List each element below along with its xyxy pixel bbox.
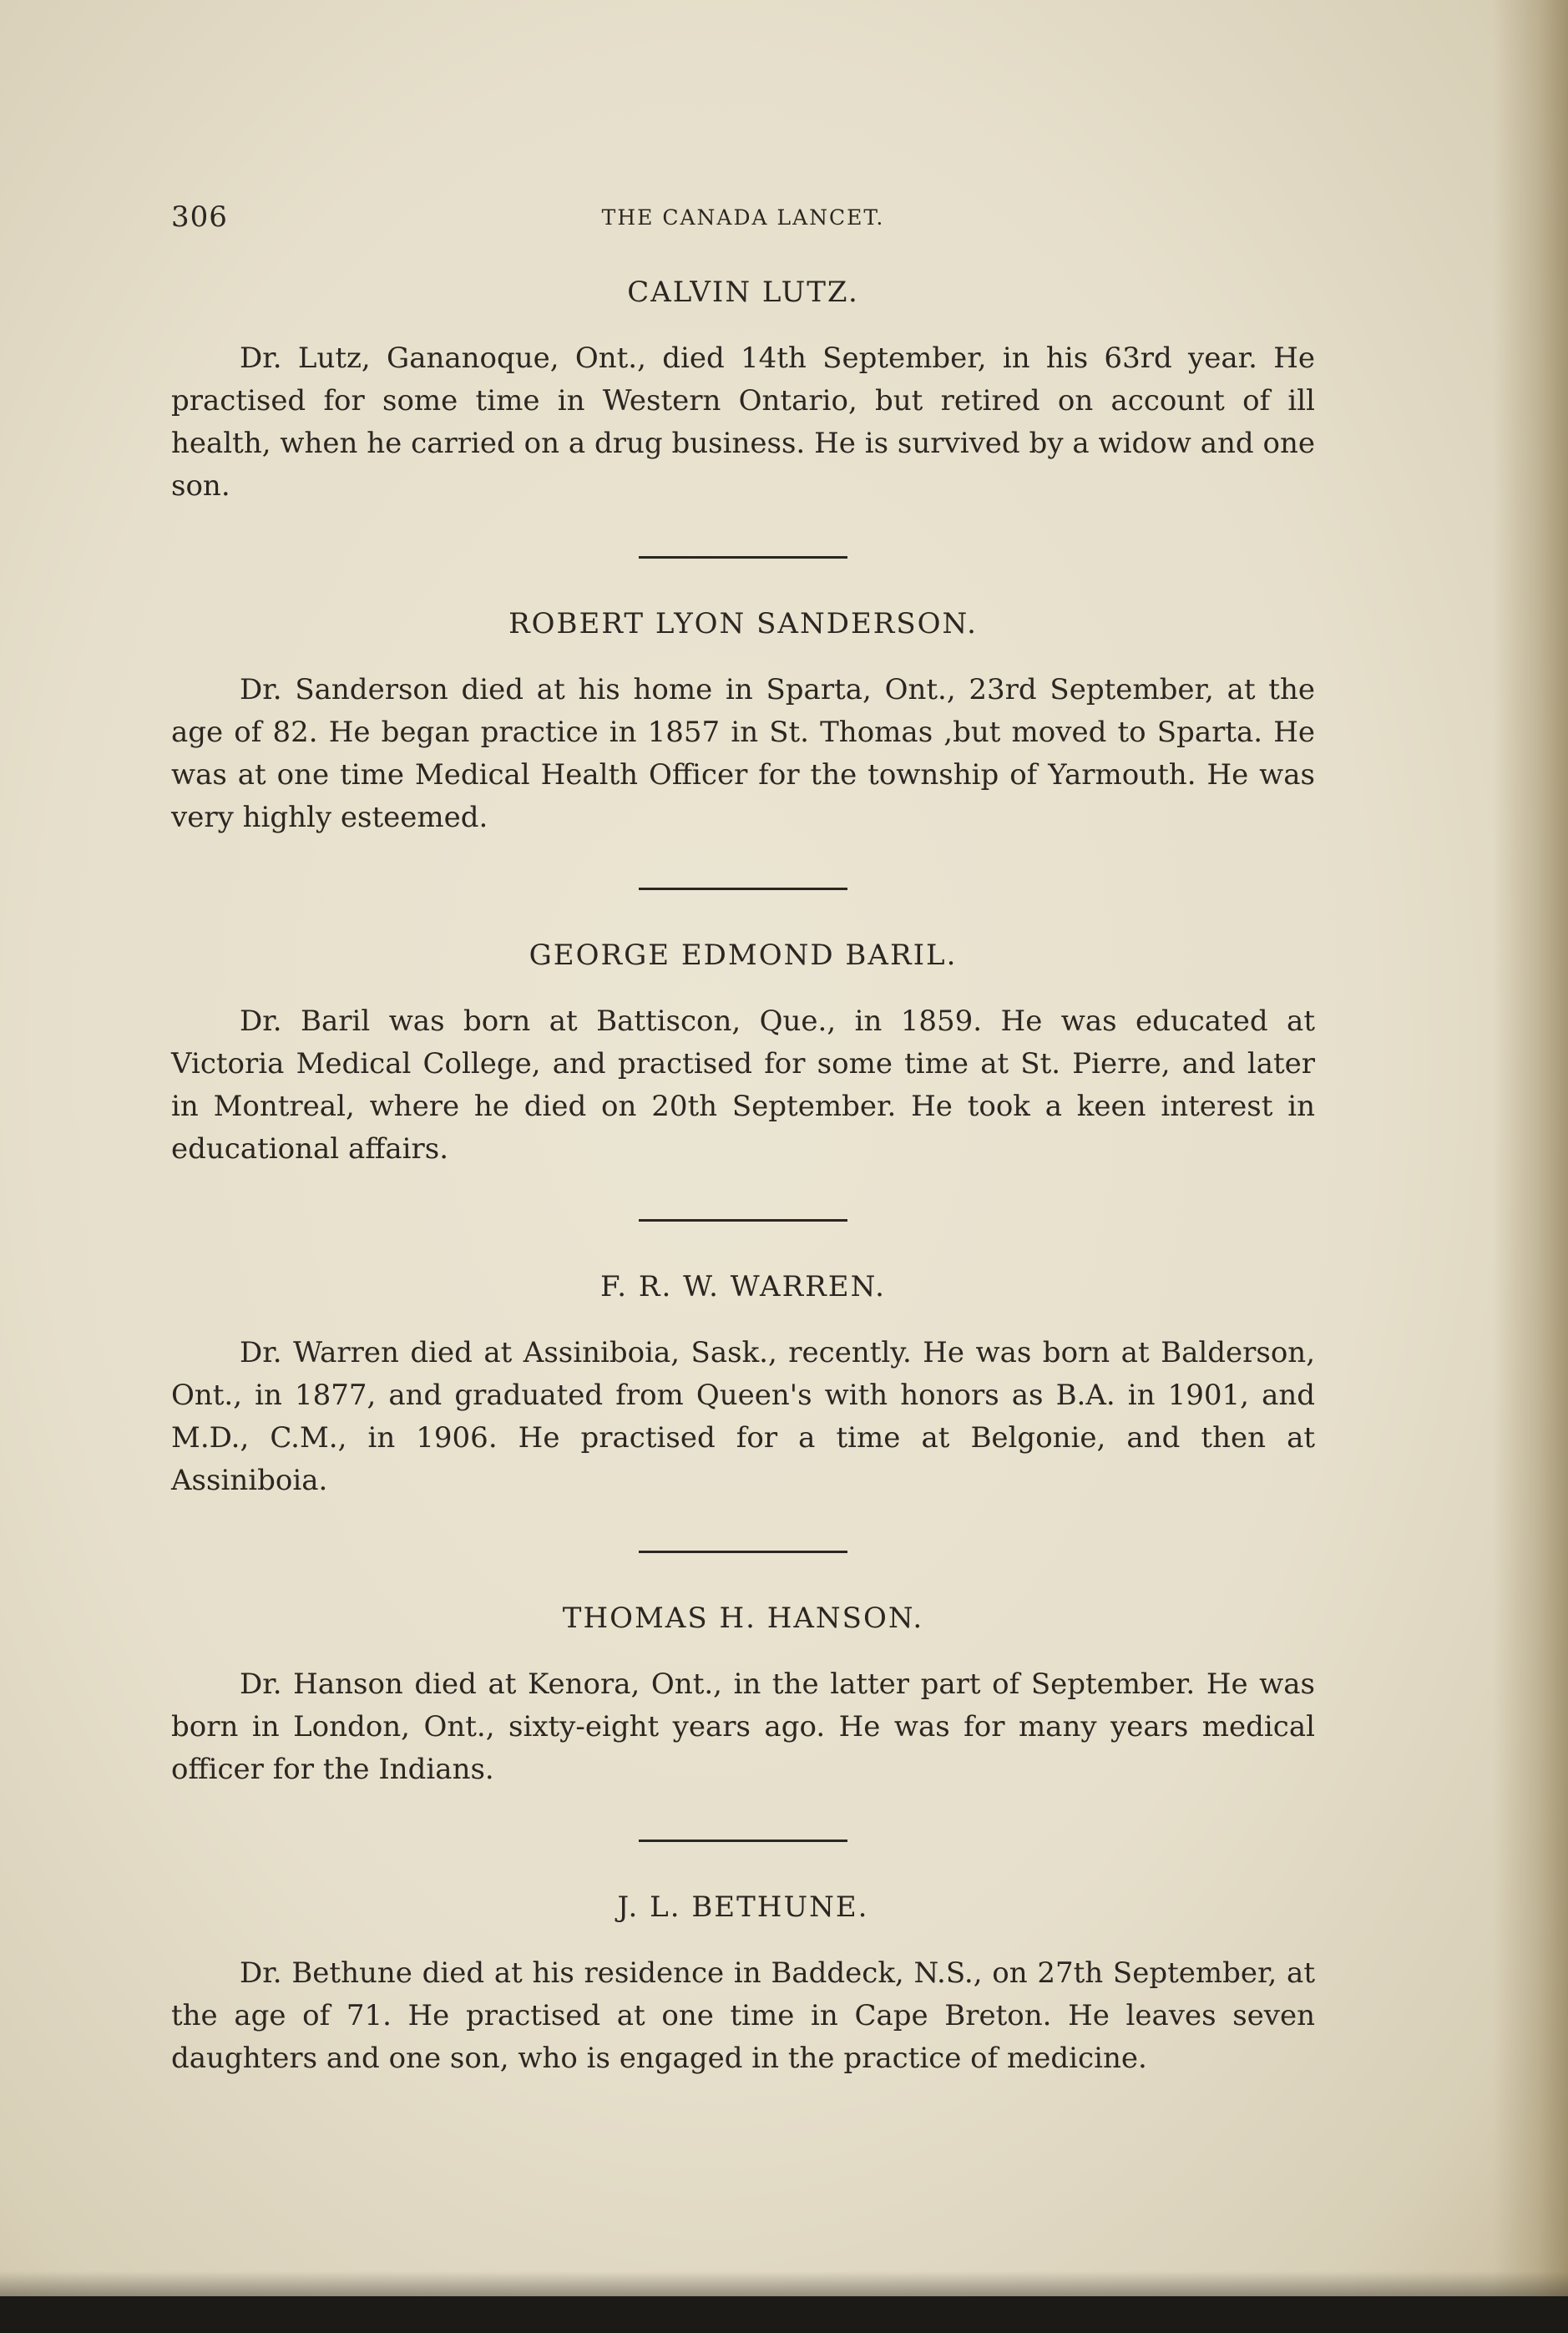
section-divider: [639, 888, 847, 890]
obituary-body: Dr. Lutz, Gananoque, Ont., died 14th September, in his 63rd year. He practised for some time in Western Ontario, but retired on account of ill health, when he carried on a drug business. He is survived by a widow and one son.: [171, 342, 1315, 503]
obituary-title: THOMAS H. HANSON.: [562, 1602, 924, 1635]
page-header: [171, 200, 1315, 242]
obituary-entry: [171, 276, 1315, 508]
page-number: 306: [171, 200, 228, 234]
section-divider: [639, 1219, 847, 1222]
obituary-body: Dr. Sanderson died at his home in Sparta, Ont., 23rd September, at the age of 82. He began practice in 1857 in St. Thomas ,but moved to Sparta. He was at one time Medical Health Officer for the township of Yarmouth. He was very highly esteemed.: [171, 673, 1315, 834]
obituary-entry: [171, 607, 1315, 839]
obituary-entry: [171, 939, 1315, 1171]
obituary-title: ROBERT LYON SANDERSON.: [508, 607, 978, 640]
section-divider: [639, 1840, 847, 1842]
running-head: THE CANADA LANCET.: [601, 205, 885, 230]
page-edge-shadow: [1493, 0, 1568, 2333]
obituary-title: GEORGE EDMOND BARIL.: [529, 939, 958, 972]
obituary-body: Dr. Bethune died at his residence in Baddeck, N.S., on 27th September, at the age of 71. He practised at one time in Cape Breton. He leaves seven daughters and one son, who is engaged in the practice of medicine.: [171, 1956, 1315, 2075]
obituary-entry: [171, 1602, 1315, 1791]
section-divider: [639, 556, 847, 559]
section-divider: [639, 1551, 847, 1553]
obituary-title: CALVIN LUTZ.: [627, 276, 859, 309]
obituary-title: J. L. BETHUNE.: [617, 1890, 869, 1924]
scan-background-strip: [0, 2296, 1568, 2333]
obituaries-column: [171, 276, 1315, 2080]
obituary-body: Dr. Hanson died at Kenora, Ont., in the latter part of September. He was born in London, Ont., sixty-eight years ago. He was for many years medical officer for the Indians.: [171, 1668, 1315, 1786]
obituary-body: Dr. Baril was born at Battiscon, Que., in 1859. He was educated at Victoria Medical College, and practised for some time at St. Pierre, and later in Montreal, where he died on 20th September. He took a keen interest in educational affairs.: [171, 1005, 1315, 1166]
page-bottom-shadow: [0, 2271, 1568, 2296]
obituary-entry: [171, 1890, 1315, 2080]
obituary-title: F. R. W. WARREN.: [600, 1270, 886, 1303]
obituary-body: Dr. Warren died at Assiniboia, Sask., recently. He was born at Balderson, Ont., in 1877, and graduated from Queen's with honors as B.A. in 1901, and M.D., C.M., in 1906. He practised for a time at Belgonie, and then at Assiniboia.: [171, 1336, 1315, 1497]
obituary-entry: [171, 1270, 1315, 1502]
